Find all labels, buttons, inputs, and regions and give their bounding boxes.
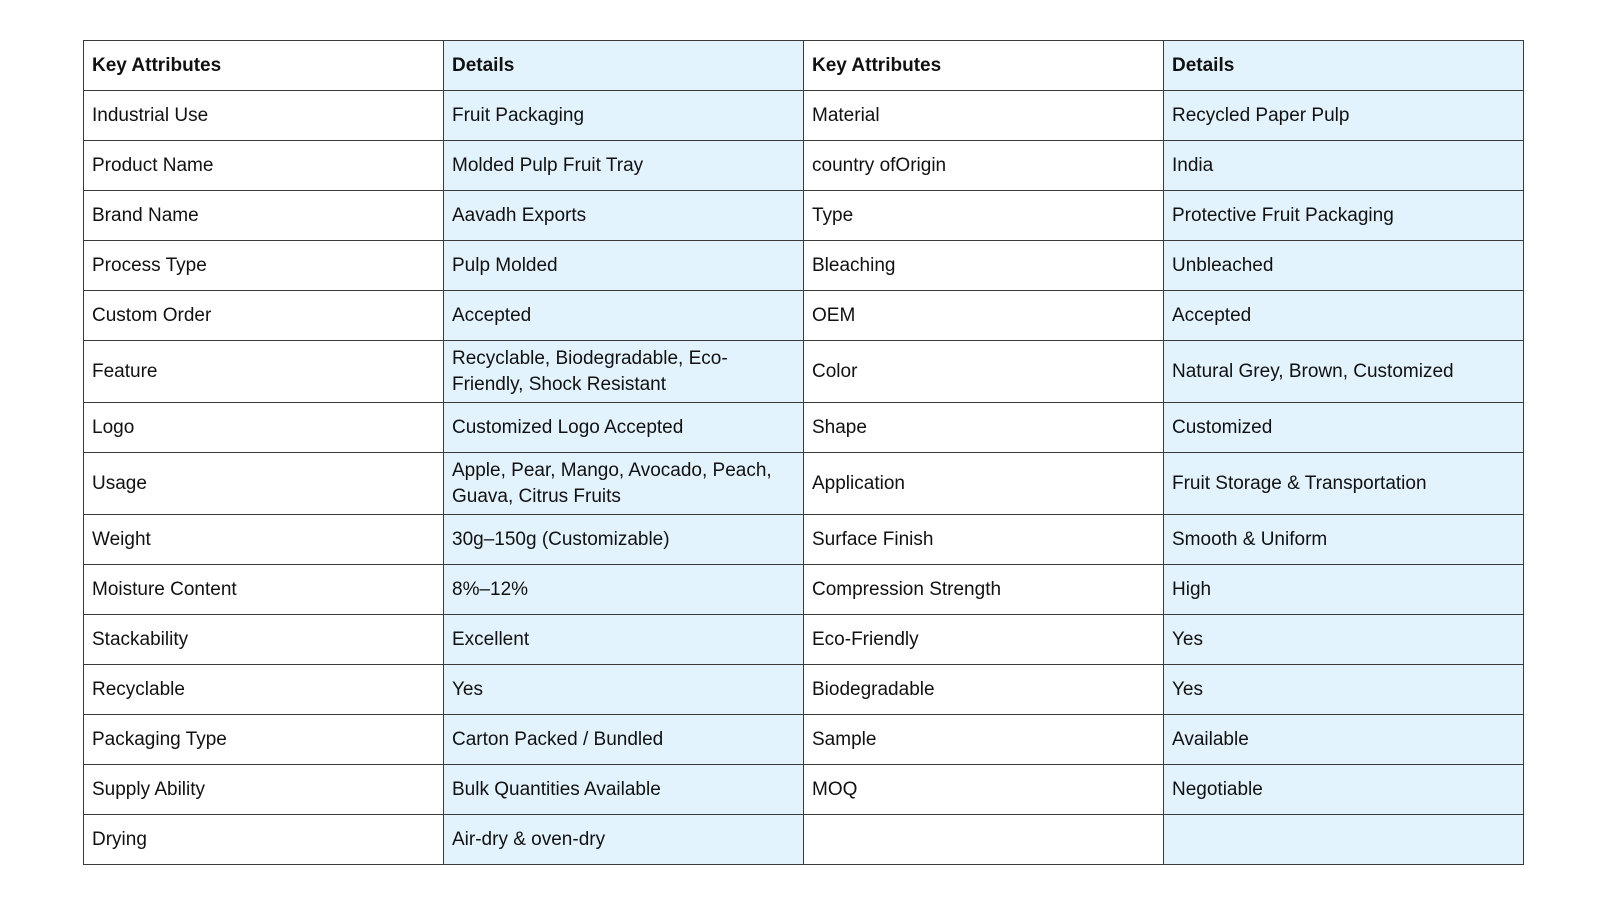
attribute-name: Supply Ability — [84, 765, 444, 815]
table-row — [84, 191, 1524, 241]
attribute-name: Type — [804, 191, 1164, 241]
attribute-value: Air-dry & oven-dry — [444, 815, 804, 865]
attribute-name: Shape — [804, 403, 1164, 453]
attribute-name-empty — [804, 815, 1164, 865]
table-row — [84, 141, 1524, 191]
attribute-name: Product Name — [84, 141, 444, 191]
table-row — [84, 815, 1524, 865]
attribute-name: Biodegradable — [804, 665, 1164, 715]
attribute-value: Customized — [1164, 403, 1524, 453]
attribute-value: High — [1164, 565, 1524, 615]
attribute-value: 30g–150g (Customizable) — [444, 515, 804, 565]
attribute-name: Weight — [84, 515, 444, 565]
attribute-name: Industrial Use — [84, 91, 444, 141]
table-row — [84, 341, 1524, 403]
attribute-name: country ofOrigin — [804, 141, 1164, 191]
table-row — [84, 565, 1524, 615]
attribute-value: Accepted — [444, 291, 804, 341]
attribute-value: Carton Packed / Bundled — [444, 715, 804, 765]
attribute-name: Packaging Type — [84, 715, 444, 765]
attribute-value: Yes — [1164, 615, 1524, 665]
attribute-name: Moisture Content — [84, 565, 444, 615]
attribute-value: India — [1164, 141, 1524, 191]
header-key-attributes-1: Key Attributes — [84, 41, 444, 91]
attributes-table-container — [83, 40, 1524, 865]
header-details-1: Details — [444, 41, 804, 91]
attribute-value: Aavadh Exports — [444, 191, 804, 241]
attribute-name: OEM — [804, 291, 1164, 341]
attribute-name: Recyclable — [84, 665, 444, 715]
table-row — [84, 91, 1524, 141]
header-key-attributes-2: Key Attributes — [804, 41, 1164, 91]
attribute-value: Yes — [1164, 665, 1524, 715]
attribute-value: Available — [1164, 715, 1524, 765]
attribute-name: MOQ — [804, 765, 1164, 815]
attribute-value: Fruit Storage & Transportation — [1164, 453, 1524, 515]
attribute-name: Color — [804, 341, 1164, 403]
attribute-name: Sample — [804, 715, 1164, 765]
attribute-value: Smooth & Uniform — [1164, 515, 1524, 565]
attribute-value: Negotiable — [1164, 765, 1524, 815]
attribute-value: Protective Fruit Packaging — [1164, 191, 1524, 241]
attribute-name: Bleaching — [804, 241, 1164, 291]
attribute-name: Brand Name — [84, 191, 444, 241]
attributes-table — [83, 40, 1524, 865]
attribute-value-empty — [1164, 815, 1524, 865]
attribute-name: Stackability — [84, 615, 444, 665]
attribute-name: Process Type — [84, 241, 444, 291]
table-row — [84, 515, 1524, 565]
attribute-value: 8%–12% — [444, 565, 804, 615]
attribute-name: Eco-Friendly — [804, 615, 1164, 665]
attribute-value: Recycled Paper Pulp — [1164, 91, 1524, 141]
attribute-value: Accepted — [1164, 291, 1524, 341]
attribute-value: Unbleached — [1164, 241, 1524, 291]
attribute-name: Surface Finish — [804, 515, 1164, 565]
attribute-value: Customized Logo Accepted — [444, 403, 804, 453]
attribute-value: Recyclable, Biodegradable, Eco-Friendly, Shock Resistant — [444, 341, 804, 403]
attribute-value: Pulp Molded — [444, 241, 804, 291]
attribute-name: Custom Order — [84, 291, 444, 341]
attribute-name: Drying — [84, 815, 444, 865]
attribute-name: Compression Strength — [804, 565, 1164, 615]
table-row — [84, 715, 1524, 765]
attribute-value: Yes — [444, 665, 804, 715]
attribute-name: Usage — [84, 453, 444, 515]
header-row — [84, 41, 1524, 91]
attribute-value: Bulk Quantities Available — [444, 765, 804, 815]
attribute-value: Fruit Packaging — [444, 91, 804, 141]
attribute-name: Feature — [84, 341, 444, 403]
attribute-value: Excellent — [444, 615, 804, 665]
attribute-value: Molded Pulp Fruit Tray — [444, 141, 804, 191]
attribute-name: Logo — [84, 403, 444, 453]
table-row — [84, 765, 1524, 815]
attribute-value: Natural Grey, Brown, Customized — [1164, 341, 1524, 403]
table-row — [84, 403, 1524, 453]
table-row — [84, 665, 1524, 715]
table-row — [84, 291, 1524, 341]
header-details-2: Details — [1164, 41, 1524, 91]
attribute-name: Material — [804, 91, 1164, 141]
table-row — [84, 453, 1524, 515]
attribute-value: Apple, Pear, Mango, Avocado, Peach, Guava, Citrus Fruits — [444, 453, 804, 515]
attribute-name: Application — [804, 453, 1164, 515]
table-row — [84, 615, 1524, 665]
table-row — [84, 241, 1524, 291]
